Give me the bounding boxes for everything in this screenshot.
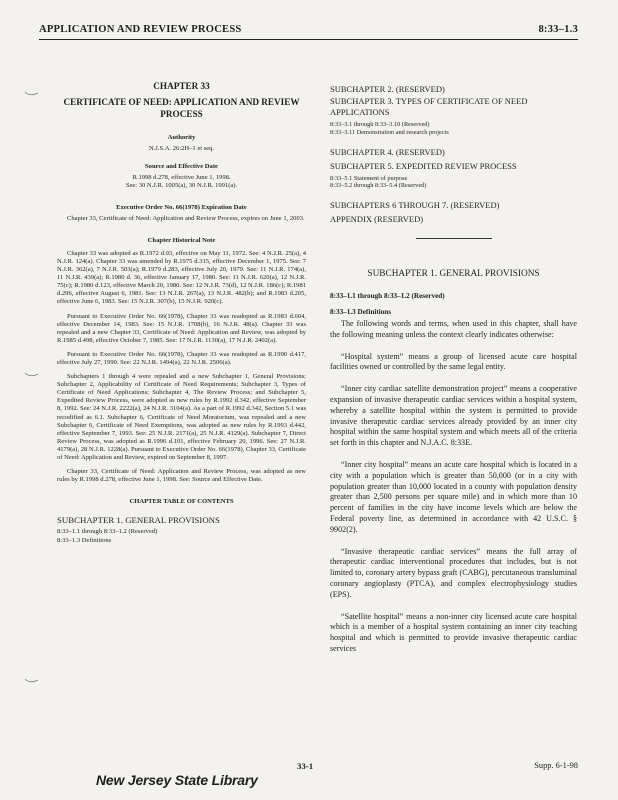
toc-entry: 8:33–3.1 through 8:33–3.10 (Reserved) bbox=[330, 121, 430, 129]
toc-subchapter: SUBCHAPTER 5. EXPEDITED REVIEW PROCESS bbox=[330, 161, 517, 172]
definition-invasive-services: “Invasive therapeutic cardiac services” means the full array of therapeutic cardiac interventional procedures that includes, but is not limited to, coronary artery bypass graft (CABG), percutaneous transluminal coronary angioplasty (PTCA), and complex electrophysiology studies (EPS). bbox=[330, 546, 577, 599]
history-paragraph: Pursuant to Executive Order No. 66(1978), Chapter 33 was readopted as R.1990 d.417, effective July 27, 1990. See: 22 N.J.R. 1494(a), 22 N.J.R. 2506(a). bbox=[57, 350, 306, 366]
left-column bbox=[57, 82, 306, 545]
toc-subchapter: SUBCHAPTER 2. (RESERVED) bbox=[330, 84, 445, 94]
toc-heading: CHAPTER TABLE OF CONTENTS bbox=[129, 498, 234, 506]
header-title: APPLICATION AND REVIEW PROCESS bbox=[39, 24, 242, 35]
history-paragraph: Subchapters 1 through 4 were repealed and a new Subchapter 1, General Provisions; Subchapter 2, Applicability of Certificate of Need Requirements; Subchapter 3, Types of Certificate of Need Applications; Subchapter 4, The Review Process; and Subchapter 5, Expedited Review Process, were adopted as new rules by R.1992 d.342, effective September 8, 1992. See: 24 N.J.R. 2222(a), 24 N.J.R. 3104(a). As a part of R.1992 d.342, Section 5.1 was recodified as 6.1. Subchapter 6, Certificate of Need Moratorium, was repealed and a new Subchapter 6, Certificate of Need Exemptions, was adopted as new rules by R.1993 d.442, effective September 7, 1993. See: 25 N.J.R. 2171(a), 25 N.J.R. 4129(a). Subchapter 7, Direct Review Process, was adopted as R.1996 d.101, effective February 20, 1996. See: 27 N.J.R. 4179(a), 28 N.J.R. 1228(a). Pursuant to Executive Order No. 66(1978), Chapter 33, Certificate of Need: Application and Review, expired on September 8, 1997. bbox=[57, 373, 306, 461]
margin-mark bbox=[24, 370, 40, 380]
running-header bbox=[39, 23, 578, 40]
page-number: 33-1 bbox=[297, 761, 314, 771]
history-paragraph: Chapter 33 was adopted as R.1972 d.93, effective on May 11, 1972. See: 4 N.J.R. 25(a), 4 N.J.R. 124(a). Chapter 33 was amended by R.1975 d.315, effective December 1, 1975. See: 7 N.J.R. 362(a), 7 N.J.R. 503(a); R.1979 d.283, effective July 20, 1979. See: 11 N.J.R. 174(a), 11 N.J.R. 439(a); R.1980 d. 36, effective January 17, 1980. See: 11 N.J.R. 620(a), 12 N.J.R. 75(c); R.1980 d.123, effective March 20, 1980. See: 12 N.J.R. 73(d), 12 N.J.R. 186(c); R.1981 d.296, effective August 6, 1981. See: 13 N.J.R. 267(a), 13 N.J.R. 482(b); and R.1983 d.205, effective June 6, 1983. See: 15 N.J.R. 307(b), 15 N.J.R. 920(c). bbox=[57, 249, 306, 306]
header-section-number: 8:33–1.3 bbox=[538, 24, 578, 35]
definition-inner-city-hospital: “Inner city hospital” means an acute care hospital which is located in a city with a population which is greater than 50,000 (or in a city with population greater than 10,000 located in a county with population density greater than 2,500 persons per square mile) and in which more than 10 percent of families in the city have income levels which are below the Federal poverty line, as determined in accordance with 42 U.S.C. § 9902(2). bbox=[330, 460, 577, 534]
chapter-number: CHAPTER 33 bbox=[153, 81, 210, 91]
section-heading: 8:33–1.1 through 8:33–1.2 (Reserved) bbox=[330, 292, 445, 301]
eo-heading: Executive Order No. 66(1978) Expiration Date bbox=[116, 203, 247, 211]
toc-appendix: APPENDIX (RESERVED) bbox=[330, 213, 424, 224]
source-line: See: 30 N.J.R. 1005(a), 30 N.J.R. 1991(a). bbox=[125, 182, 238, 190]
eo-text: Chapter 33, Certificate of Need: Application and Review Process, expires on June 1, 2003. bbox=[67, 214, 305, 222]
margin-mark bbox=[24, 676, 40, 686]
source-line: R.1998 d.278, effective June 1, 1998. bbox=[132, 174, 231, 182]
toc-entry: 8:33–5.1 Statement of purpose bbox=[330, 174, 408, 182]
history-paragraph: Pursuant to Executive Order No. 66(1978), Chapter 33 was readopted as R.1983 d.604, effective December 14, 1983. See: 15 N.J.R. 1708(b), 16 N.J.R. 48(a). Chapter 33 was repealed and a new Chapter 33, Certificate of Need: Application and Review, was adopted by R.1985 d.498, effective October 7, 1985. See: 17 N.J.R. 1130(a), 17 N.J.R. 2402(a). bbox=[57, 312, 306, 344]
subchapter-heading: SUBCHAPTER 1. GENERAL PROVISIONS bbox=[367, 269, 540, 280]
toc-subchapter: SUBCHAPTER 3. TYPES OF CERTIFICATE OF NEED APPLICATIONS bbox=[330, 96, 528, 117]
toc-entry: 8:33–1.1 through 8:33–1.2 (Reserved) bbox=[57, 528, 158, 536]
history-paragraph: Chapter 33, Certificate of Need: Application and Review Process, was adopted as new rules by R.1998 d.278, effective June 1, 1998. See: Source and Effective Date. bbox=[57, 468, 306, 484]
chapter-title: CERTIFICATE OF NEED: APPLICATION AND REVIEW PROCESS bbox=[63, 97, 300, 119]
authority-heading: Authority bbox=[167, 134, 196, 142]
right-column bbox=[330, 84, 577, 655]
definition-hospital-system: “Hospital system” means a group of licensed acute care hospital facilities owned or controlled by the same legal entity. bbox=[330, 351, 577, 372]
toc-entry: 8:33–1.3 Definitions bbox=[57, 536, 112, 544]
definition-satellite-hospital: “Satellite hospital” means a non-inner city licensed acute care hospital which is a member of a hospital system containing an inner city teaching hospital and which is permitted to provide invasive therapeutic cardiac services bbox=[330, 611, 577, 653]
margin-mark bbox=[24, 89, 40, 99]
toc-subchapter: SUBCHAPTER 1. GENERAL PROVISIONS bbox=[57, 515, 220, 526]
history-heading: Chapter Historical Note bbox=[147, 236, 216, 244]
source-heading: Source and Effective Date bbox=[145, 163, 218, 171]
section-heading: 8:33–1.3 Definitions bbox=[330, 308, 392, 317]
toc-subchapter: SUBCHAPTER 4. (RESERVED) bbox=[330, 146, 445, 157]
toc-entry: 8:33–5.2 through 8:33–5.4 (Reserved) bbox=[330, 182, 427, 190]
library-stamp: New Jersey State Library bbox=[96, 772, 258, 788]
body-paragraph: The following words and terms, when used in this chapter, shall have the following meaning unless the context clearly indicates otherwise: bbox=[330, 319, 577, 339]
toc-entry: 8:33–3.11 Demonstration and research projects bbox=[330, 129, 449, 137]
definition-demonstration-project: “Inner city cardiac satellite demonstration project” means a cooperative expansion of invasive therapeutic cardiac services within a hospital system, whereby a satellite hospital within the system is permitted to provide invasive therapeutic cardiac services already provided by an inner city hospital within the same hospital system and which meets all of the criteria set forth in this chapter and N.J.A.C. 8:33E. bbox=[330, 384, 577, 448]
supplement-date: Supp. 6-1-98 bbox=[534, 761, 578, 770]
section-divider bbox=[416, 238, 492, 239]
toc-subchapter: SUBCHAPTERS 6 THROUGH 7. (RESERVED) bbox=[330, 200, 500, 211]
authority-text: N.J.S.A. 26:2H–1 et seq. bbox=[148, 145, 215, 153]
